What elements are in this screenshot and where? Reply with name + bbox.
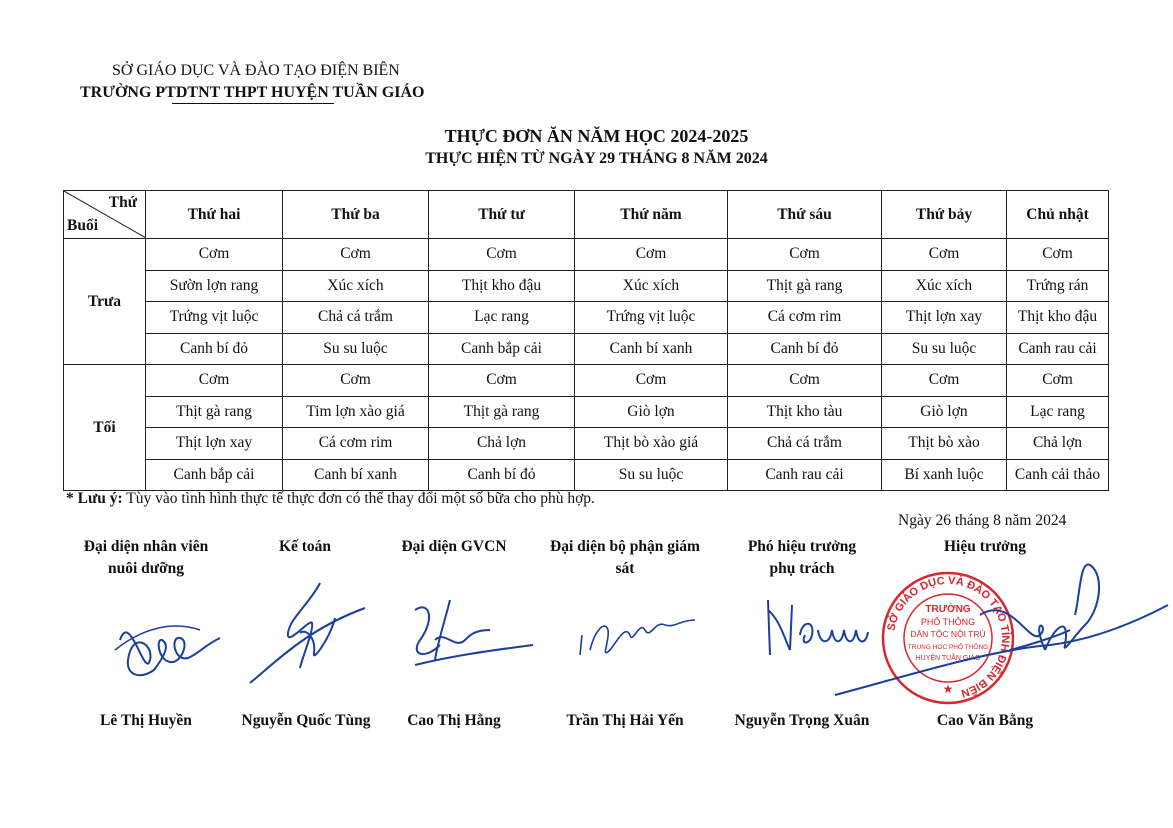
dish-cell: Su su luộc	[283, 333, 429, 365]
signing-date: Ngày 26 tháng 8 năm 2024	[898, 512, 1067, 529]
dish-cell: Trứng vịt luộc	[146, 302, 283, 334]
school-name-underline	[172, 103, 334, 104]
dish-cell: Su su luộc	[882, 333, 1007, 365]
dish-cell: Canh bí đỏ	[429, 459, 575, 491]
dish-cell: Trứng vịt luộc	[575, 302, 728, 334]
dish-cell: Bí xanh luộc	[882, 459, 1007, 491]
dish-cell: Tim lợn xào giá	[283, 396, 429, 428]
dish-cell: Cơm	[575, 239, 728, 271]
signer-name: Cao Thị Hằng	[407, 712, 501, 729]
svg-text:TRƯỜNG: TRƯỜNG	[925, 604, 971, 615]
corner-cell	[64, 191, 146, 239]
dish-cell: Canh bắp cải	[146, 459, 283, 491]
dish-cell: Lạc rang	[429, 302, 575, 334]
dish-cell: Thịt lợn xay	[146, 428, 283, 460]
dish-cell: Cơm	[429, 365, 575, 397]
day-header: Thứ bảy	[882, 191, 1007, 239]
day-header: Thứ sáu	[728, 191, 882, 239]
day-header: Thứ tư	[429, 191, 575, 239]
role-line: sát	[615, 560, 635, 577]
dish-cell: Thịt bò xào giá	[575, 428, 728, 460]
signer-name: Lê Thị Huyền	[100, 712, 192, 729]
svg-text:★: ★	[942, 682, 954, 696]
school-name: TRƯỜNG PTDTNT THPT HUYỆN TUẦN GIÁO	[80, 84, 425, 101]
signature-le-thi-huyen	[110, 600, 230, 690]
dish-cell: Cơm	[283, 239, 429, 271]
signature-tran-thi-hai-yen	[570, 600, 700, 670]
dish-cell: Canh bí xanh	[283, 459, 429, 491]
svg-text:HUYỆN TUẦN GIÁO: HUYỆN TUẦN GIÁO	[915, 655, 981, 662]
day-header: Chủ nhật	[1007, 191, 1109, 239]
dish-cell: Cá cơm rim	[728, 302, 882, 334]
role-line: Đại diện nhân viên	[83, 538, 209, 555]
signer-role	[240, 536, 370, 558]
menu-table	[63, 190, 1109, 491]
dish-cell: Cơm	[575, 365, 728, 397]
dish-cell: Canh rau cải	[1007, 333, 1109, 365]
dish-cell: Cơm	[882, 365, 1007, 397]
dish-cell: Thịt gà rang	[429, 396, 575, 428]
dish-cell: Chả cá trắm	[283, 302, 429, 334]
dish-cell: Su su luộc	[575, 459, 728, 491]
dish-cell: Canh rau cải	[728, 459, 882, 491]
dish-cell: Lạc rang	[1007, 396, 1109, 428]
signer-name: Trần Thị Hải Yến	[566, 712, 684, 729]
dish-cell: Thịt kho tàu	[728, 396, 882, 428]
signer-name: Nguyễn Quốc Tùng	[241, 712, 371, 729]
table-row	[64, 365, 1109, 397]
dish-cell: Xúc xích	[882, 270, 1007, 302]
dish-cell: Cơm	[283, 365, 429, 397]
table-row	[64, 333, 1109, 365]
svg-text:PHỔ THÔNG: PHỔ THÔNG	[920, 617, 976, 627]
dish-cell: Thịt lợn xay	[882, 302, 1007, 334]
menu-subtitle: THỰC HIỆN TỪ NGÀY 29 THÁNG 8 NĂM 2024	[425, 150, 768, 167]
department-name: SỞ GIÁO DỤC VÀ ĐÀO TẠO ĐIỆN BIÊN	[112, 62, 400, 79]
svg-text:DÂN TỘC NỘI TRÚ: DÂN TỘC NỘI TRÚ	[910, 629, 986, 639]
dish-cell: Cơm	[429, 239, 575, 271]
dish-cell: Cơm	[728, 365, 882, 397]
dish-cell: Thịt bò xào	[882, 428, 1007, 460]
dish-cell: Chả cá trắm	[728, 428, 882, 460]
role-line: Kế toán	[278, 538, 332, 555]
menu-note	[66, 490, 595, 508]
table-header-row	[64, 191, 1109, 239]
dish-cell: Chả lợn	[1007, 428, 1109, 460]
dish-cell: Canh bắp cải	[429, 333, 575, 365]
svg-text:TRUNG HỌC PHỔ THÔNG: TRUNG HỌC PHỔ THÔNG	[907, 644, 989, 651]
dish-cell: Trứng rán	[1007, 270, 1109, 302]
role-line: nuôi dưỡng	[107, 560, 185, 577]
role-line: Đại diện bộ phận giám	[550, 538, 700, 555]
signer-role	[532, 536, 718, 580]
day-header: Thứ năm	[575, 191, 728, 239]
dish-cell: Cơm	[882, 239, 1007, 271]
note-text: Tùy vào tình hình thực tế thực đơn có thể thay đổi một số bữa cho phù hợp.	[122, 490, 595, 507]
corner-session-label: Buổi	[67, 217, 99, 234]
dish-cell: Cơm	[1007, 239, 1109, 271]
menu-title: THỰC ĐƠN ĂN NĂM HỌC 2024-2025	[444, 126, 749, 146]
dish-cell: Cơm	[728, 239, 882, 271]
dish-cell: Thịt kho đậu	[1007, 302, 1109, 334]
dish-cell: Canh bí xanh	[575, 333, 728, 365]
dish-cell: Chả lợn	[429, 428, 575, 460]
table-row	[64, 239, 1109, 271]
role-line: Đại diện GVCN	[401, 538, 507, 555]
session-label: Tối	[64, 365, 146, 491]
table-row	[64, 428, 1109, 460]
role-line: Hiệu trưởng	[943, 538, 1027, 555]
signer-name: Nguyễn Trọng Xuân	[734, 712, 870, 729]
dish-cell: Cơm	[146, 365, 283, 397]
dish-cell: Thịt kho đậu	[429, 270, 575, 302]
signer-name: Cao Văn Bằng	[936, 712, 1034, 729]
role-line: phụ trách	[769, 560, 835, 577]
signature-nguyen-quoc-tung	[240, 578, 370, 688]
dish-cell: Canh bí đỏ	[728, 333, 882, 365]
dish-cell: Thịt gà rang	[146, 396, 283, 428]
table-row	[64, 396, 1109, 428]
dish-cell: Canh cải thảo	[1007, 459, 1109, 491]
svg-text:SỞ GIÁO DỤC VÀ ĐÀO TẠO TỈNH ĐI: SỞ GIÁO DỤC VÀ ĐÀO TẠO TỈNH ĐIỆN BIÊN	[885, 574, 1012, 700]
session-label: Trưa	[64, 239, 146, 365]
day-header: Thứ ba	[283, 191, 429, 239]
dish-cell: Xúc xích	[575, 270, 728, 302]
dish-cell: Cơm	[1007, 365, 1109, 397]
dish-cell: Xúc xích	[283, 270, 429, 302]
signature-cao-van-bang	[830, 555, 1170, 705]
dish-cell: Cá cơm rim	[283, 428, 429, 460]
day-header: Thứ hai	[146, 191, 283, 239]
role-line: Phó hiệu trưởng	[747, 538, 857, 555]
dish-cell: Canh bí đỏ	[146, 333, 283, 365]
table-row	[64, 459, 1109, 491]
dish-cell: Sườn lợn rang	[146, 270, 283, 302]
dish-cell: Giò lợn	[575, 396, 728, 428]
note-label: * Lưu ý:	[66, 490, 123, 507]
signature-cao-thi-hang	[395, 590, 535, 680]
signer-role	[66, 536, 226, 580]
dish-cell: Thịt gà rang	[728, 270, 882, 302]
corner-day-label: Thứ	[108, 194, 137, 211]
dish-cell: Giò lợn	[882, 396, 1007, 428]
dish-cell: Cơm	[146, 239, 283, 271]
table-row	[64, 302, 1109, 334]
signer-role	[384, 536, 524, 558]
table-row	[64, 270, 1109, 302]
